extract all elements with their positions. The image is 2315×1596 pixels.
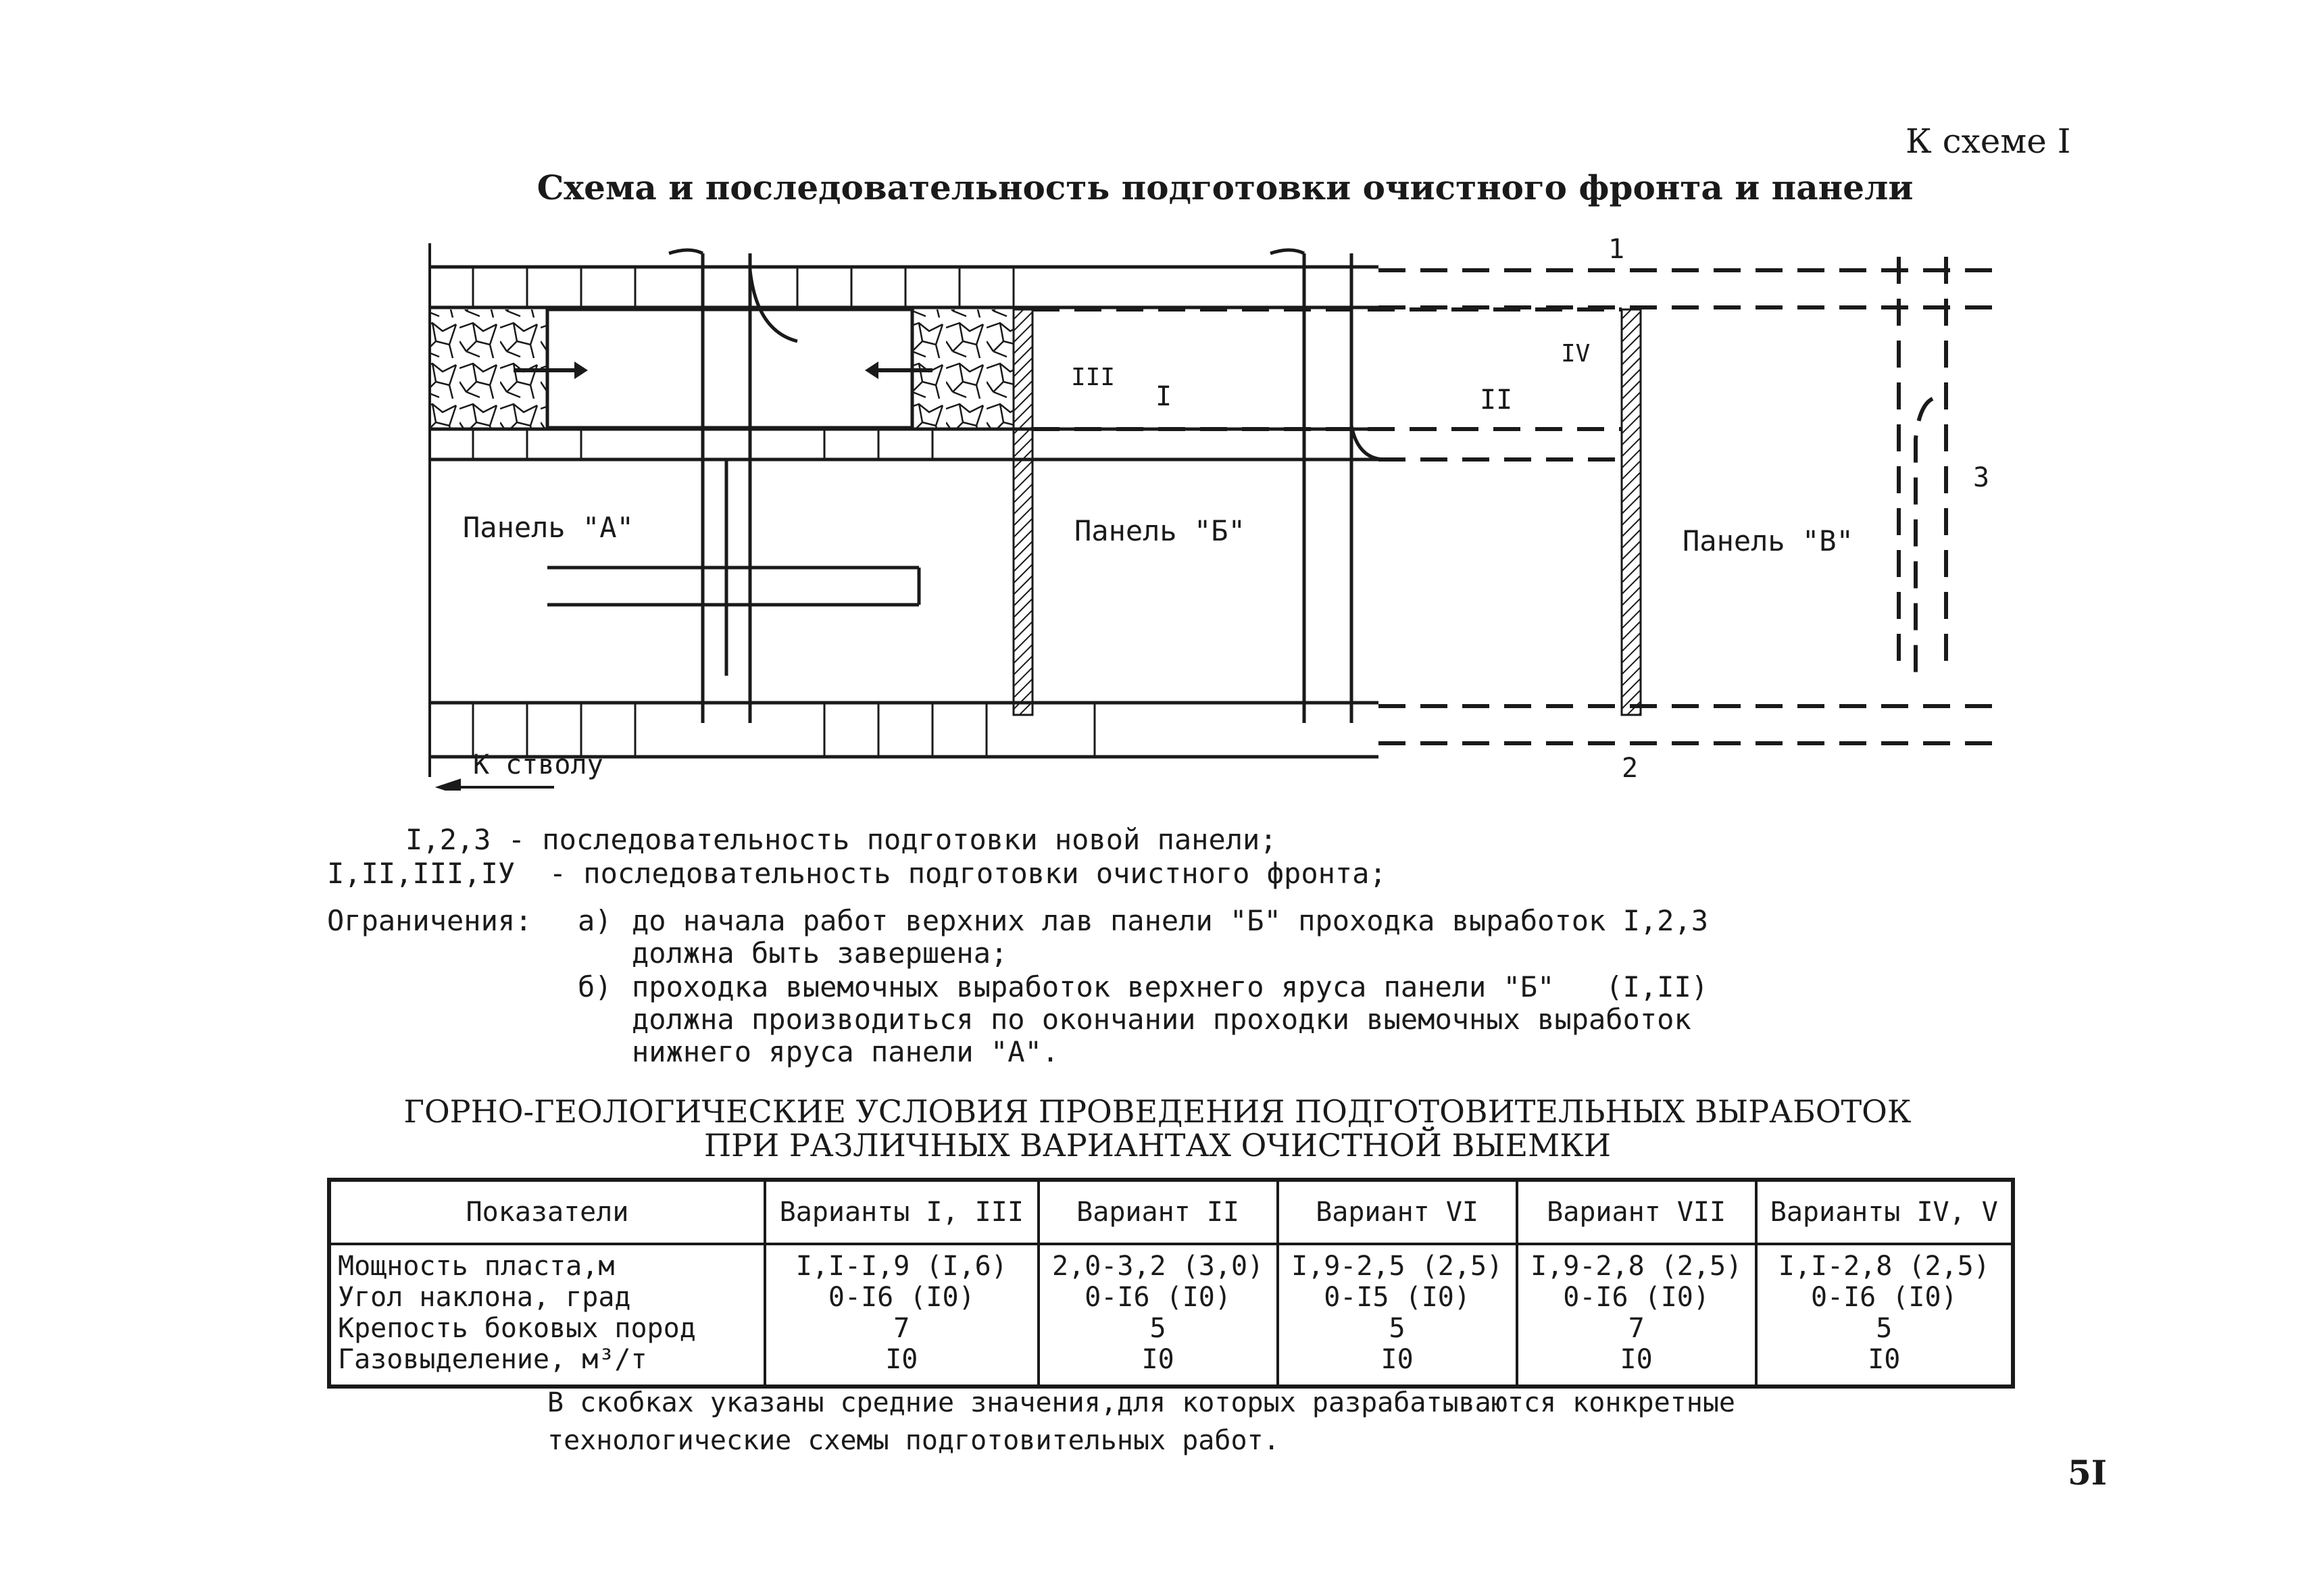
footnote-line-1: В скобках указаны средние значения,для которых разрабатываются конкретные: [547, 1387, 1735, 1418]
value-gas: I0: [1868, 1344, 1901, 1375]
value-thickness: I,9-2,8 (2,5): [1530, 1251, 1743, 1282]
to-shaft-arrow: [439, 780, 554, 791]
scheme-reference: К схеме I: [1906, 122, 2071, 161]
panel-b-label: Панель "Б": [1074, 514, 1245, 547]
variants-1-3-cell: [765, 1244, 1039, 1387]
face-label-IV: IV: [1561, 340, 1591, 368]
restriction-b-line-3: нижнего яруса панели "А".: [632, 1035, 1060, 1068]
panel-v-label: Панель "В": [1683, 524, 1853, 557]
legend-line-2: [327, 857, 1387, 890]
lower-drift: [430, 703, 1378, 757]
header-variant-7: Вариант VII: [1517, 1180, 1756, 1244]
restrictions-label: Ограничения:: [327, 904, 532, 937]
face-label-II: II: [1480, 384, 1513, 416]
restriction-a-marker: а): [578, 904, 612, 937]
restriction-b-marker: б): [578, 970, 612, 1003]
header-indicators: Показатели: [329, 1180, 765, 1244]
value-thickness: I,9-2,5 (2,5): [1291, 1251, 1503, 1282]
value-angle: 0-I6 (I0): [1085, 1282, 1231, 1313]
restriction-b-line-2: должна производиться по окончании проходки выемочных выработок: [632, 1003, 1691, 1036]
support-marks-lower: [473, 703, 1095, 757]
raise-label-3: 3: [1973, 462, 1990, 493]
indicator-gas: Газовыделение, м³/т: [338, 1344, 647, 1375]
indicator-angle: Угол наклона, град: [338, 1282, 631, 1313]
value-angle: 0-I6 (I0): [1563, 1282, 1710, 1313]
value-thickness: 2,0-3,2 (3,0): [1052, 1251, 1264, 1282]
header-variant-6: Вариант VI: [1278, 1180, 1517, 1244]
panel-a-label: Панель "А": [463, 511, 634, 544]
table-title-line-1: ГОРНО-ГЕОЛОГИЧЕСКИЕ УСЛОВИЯ ПРОВЕДЕНИЯ ПОДГОТОВИТЕЛЬНЫХ ВЫРАБОТОК: [403, 1093, 1912, 1130]
variant-7-cell: [1517, 1244, 1756, 1387]
drift-label-2: 2: [1622, 753, 1639, 784]
value-gas: I0: [1380, 1344, 1414, 1375]
value-strength: 7: [1628, 1313, 1645, 1344]
upper-drift: [430, 267, 1378, 459]
value-thickness: I,I-2,8 (2,5): [1778, 1251, 1990, 1282]
advance-arrows: [514, 361, 932, 379]
variant-2-cell: [1039, 1244, 1278, 1387]
table-title-line-2: ПРИ РАЗЛИЧНЫХ ВАРИАНТАХ ОЧИСТНОЙ ВЫЕМКИ: [704, 1127, 1611, 1164]
raise-a: [669, 250, 797, 723]
indicators-cell: [329, 1244, 765, 1387]
value-gas: I0: [1620, 1344, 1653, 1375]
value-angle: 0-I6 (I0): [828, 1282, 975, 1313]
to-shaft-label: К стволу: [473, 749, 603, 780]
pillar-2: [1622, 309, 1641, 715]
table-header-row: [329, 1180, 2013, 1244]
face-label-III: III: [1071, 364, 1116, 391]
legend-key-1: I,2,3: [405, 823, 491, 856]
value-strength: 5: [1876, 1313, 1893, 1344]
header-variants-1-3: Варианты I, III: [765, 1180, 1039, 1244]
value-angle: 0-I5 (I0): [1324, 1282, 1470, 1313]
variants-4-5-cell: [1756, 1244, 2013, 1387]
conditions-table: [327, 1178, 2015, 1389]
raise-b: [1270, 250, 1385, 723]
value-angle: 0-I6 (I0): [1810, 1282, 1958, 1313]
restriction-a-line-2: должна быть завершена;: [632, 937, 1008, 970]
legend-text-1: - последовательность подготовки новой панели;: [507, 823, 1277, 856]
value-strength: 7: [893, 1313, 910, 1344]
variant-6-cell: [1278, 1244, 1517, 1387]
restriction-a-line-1: до начала работ верхних лав панели "Б" проходка выработок I,2,3: [632, 904, 1709, 937]
value-gas: I0: [1141, 1344, 1174, 1375]
legend-line-1: [405, 823, 1277, 856]
pillar-1: [1014, 309, 1032, 715]
drift-panel-a: [547, 568, 919, 605]
indicator-thickness: Мощность пласта,м: [338, 1251, 615, 1282]
planned-workings: [1032, 257, 2000, 743]
drift-label-1: 1: [1608, 236, 1625, 265]
header-variants-4-5: Варианты IV, V: [1756, 1180, 2013, 1244]
header-variant-2: Вариант II: [1039, 1180, 1278, 1244]
table-row: [329, 1244, 2013, 1387]
restriction-b-line-1: проходка выемочных выработок верхнего яруса панели "Б" (I,II): [632, 970, 1709, 1003]
page-number: 5I: [2068, 1453, 2108, 1493]
value-gas: I0: [885, 1344, 918, 1375]
legend-text-2: - последовательность подготовки очистного фронта;: [549, 857, 1387, 890]
value-strength: 5: [1149, 1313, 1166, 1344]
indicator-strength: Крепость боковых пород: [338, 1313, 696, 1344]
table-footnote: [547, 1384, 1735, 1460]
legend-key-2: I,II,III,IУ: [327, 857, 516, 890]
footnote-line-2: технологические схемы подготовительных работ.: [547, 1425, 1280, 1456]
working-face: [547, 309, 912, 428]
value-strength: 5: [1389, 1313, 1405, 1344]
page-title: Схема и последовательность подготовки очистного фронта и панели: [537, 168, 1914, 207]
value-thickness: I,I-I,9 (I,6): [795, 1251, 1007, 1282]
face-label-I: I: [1155, 381, 1172, 412]
mining-scheme-diagram: [419, 236, 2041, 791]
